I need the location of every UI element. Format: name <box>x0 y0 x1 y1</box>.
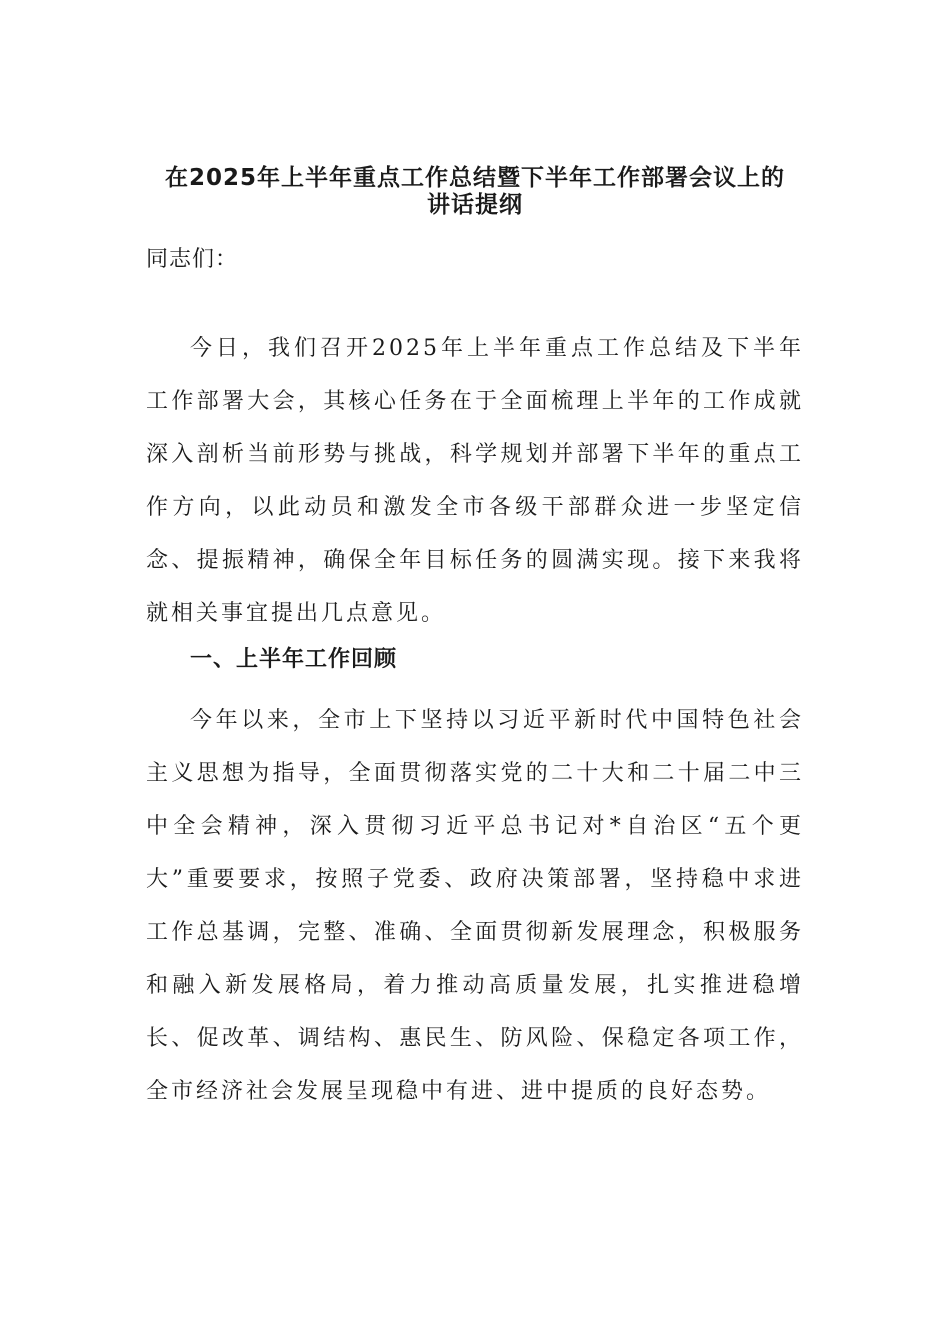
document-title-line-1: 在2025年上半年重点工作总结暨下半年工作部署会议上的 <box>164 165 785 191</box>
salutation: 同志们： <box>146 247 239 272</box>
review-paragraph: 今年以来，全市上下坚持以习近平新时代中国特色社会主义思想为指导，全面贯彻落实党的二十大和二十届二中三中全会精神，深入贯彻习近平总书记对*自治区“五个更大”重要要求，按照子党委、政府决策部署，坚持稳中求进工作总基调，完整、准确、全面贯彻新发展理念，积极服务和融入新发展格局，着力推动高质量发展，扎实推进稳增长、促改革、调结构、惠民生、防风险、保稳定各项工作，全市经济社会发展呈现稳中有进、进中提质的良好态势。 <box>146 708 804 1104</box>
document-title-line-2: 讲话提纲 <box>427 192 523 218</box>
section-heading-1: 一、上半年工作回顾 <box>190 647 398 672</box>
opening-paragraph: 今日，我们召开2025年上半年重点工作总结及下半年工作部署大会，其核心任务在于全面梳理上半年的工作成就深入剖析当前形势与挑战，科学规划并部署下半年的重点工作方向，以此动员和激发全市各级干部群众进一步坚定信念、提振精神，确保全年目标任务的圆满实现。接下来我将就相关事宜提出几点意见。 <box>146 336 804 626</box>
